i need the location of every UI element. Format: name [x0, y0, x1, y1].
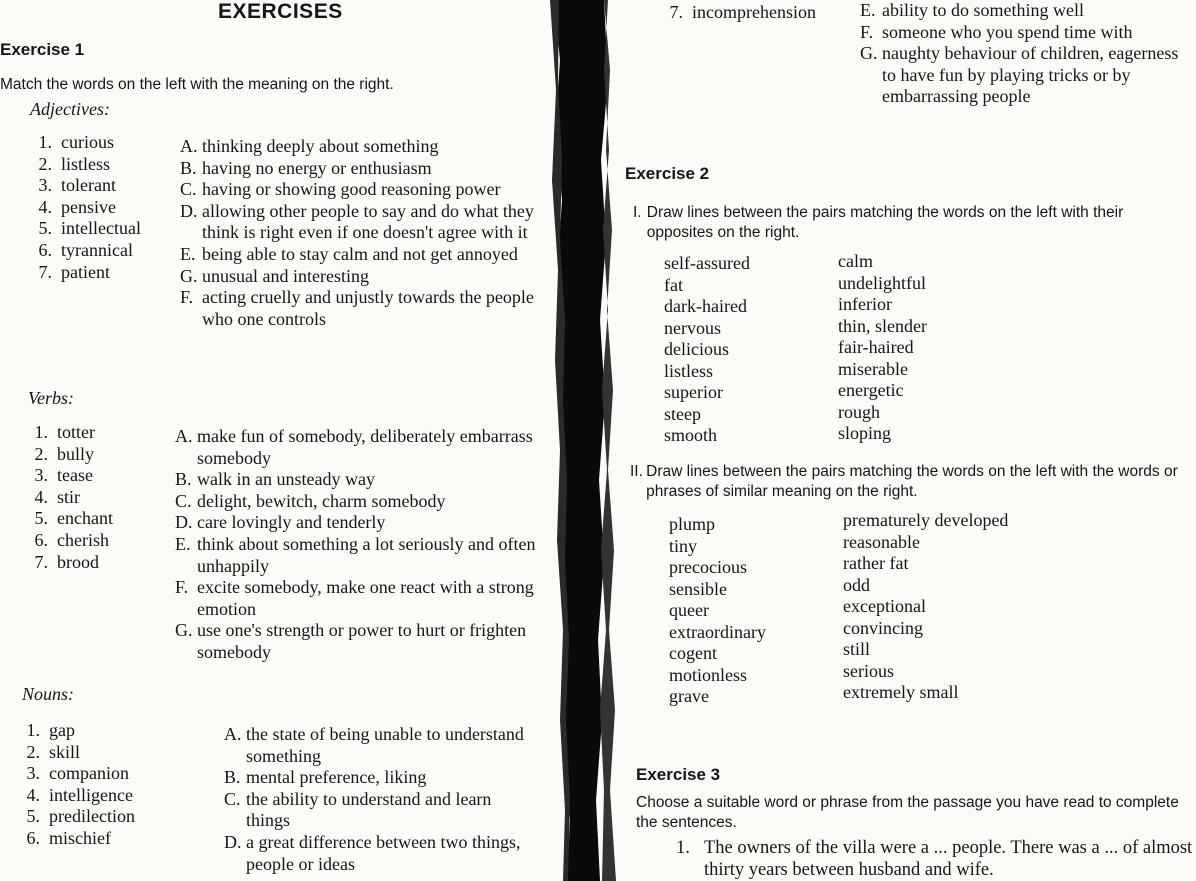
word-list-item	[22, 828, 135, 850]
exercise-2-title: Exercise 2	[625, 164, 710, 183]
item-number: 5.	[38, 218, 52, 239]
word-list-item	[22, 763, 135, 785]
pair-word: tiny	[669, 535, 698, 556]
definition-letter: C.	[224, 788, 241, 809]
word-list-item	[34, 175, 141, 197]
item-number: 2.	[34, 443, 48, 464]
pair-word: serious	[843, 660, 894, 681]
pair-word: plump	[669, 514, 716, 534]
definition-item	[860, 0, 1180, 22]
item-word: companion	[49, 763, 129, 784]
item-word: curious	[61, 132, 114, 152]
definition-text: think about something a lot seriously and often unhappily	[197, 533, 536, 576]
word-list-item	[30, 530, 113, 552]
pair-word: inferior	[838, 294, 892, 314]
definition-letter: A.	[224, 724, 242, 744]
pair-word: prematurely developed	[843, 510, 1009, 530]
verbs-definition-list	[175, 426, 540, 664]
item-number: 3.	[26, 763, 40, 784]
definition-letter: A.	[175, 426, 193, 446]
definition-item	[224, 767, 524, 789]
pair-word: convincing	[843, 617, 923, 638]
definition-item	[180, 244, 540, 266]
exercise-3-sentence-list	[676, 838, 1196, 881]
pair-word: delicious	[664, 339, 729, 359]
definition-letter: 1.	[676, 838, 690, 858]
word-list-item	[22, 720, 135, 742]
definition-letter: E.	[180, 243, 196, 264]
definition-letter: A.	[180, 136, 198, 156]
item-word: patient	[61, 261, 110, 282]
item-word: mischief	[49, 827, 111, 848]
definition-letter: D.	[180, 200, 198, 221]
item-word: stir	[57, 486, 81, 507]
word-list-item	[34, 154, 141, 176]
item-number: 5.	[34, 508, 48, 529]
item-number: 4.	[34, 486, 48, 507]
item-number: 6.	[34, 529, 48, 550]
definition-item	[224, 724, 524, 767]
definition-item	[175, 469, 540, 491]
pair-word: undelightful	[838, 272, 926, 293]
item-word: brood	[57, 551, 99, 572]
item-word: tyrannical	[61, 239, 133, 260]
definition-letter: B.	[175, 469, 192, 490]
adjectives-word-list	[34, 132, 141, 283]
item-word: totter	[57, 422, 95, 442]
item-word: gap	[49, 720, 75, 740]
definition-item	[224, 789, 524, 832]
definition-item	[180, 266, 540, 288]
word-list-item	[30, 487, 113, 509]
adjectives-definition-list	[180, 136, 540, 330]
item-number: 7.	[38, 261, 52, 282]
pair-word: self-assured	[664, 253, 750, 273]
definition-text: someone who you spend time with	[882, 21, 1133, 42]
item-number: 6.	[26, 827, 40, 848]
word-list-item	[22, 742, 135, 764]
definition-item	[175, 577, 540, 620]
pair-word: fat	[664, 274, 683, 295]
pair-word: extremely small	[843, 682, 959, 702]
nouns-continued-word: 7. incomprehension	[669, 2, 816, 22]
definition-item	[180, 201, 540, 244]
item-number: 5.	[26, 806, 40, 827]
definition-text: delight, bewitch, charm somebody	[197, 490, 446, 511]
pair-word: sensible	[669, 578, 727, 599]
definition-text: unusual and interesting	[202, 265, 369, 286]
word-list-item	[34, 132, 141, 154]
definition-letter: C.	[180, 179, 197, 200]
pair-word: motionless	[669, 664, 748, 685]
definition-letter: C.	[175, 490, 192, 511]
item-number: 1.	[26, 720, 40, 740]
definition-text: acting cruelly and unjustly towards the people who one controls	[202, 287, 534, 329]
item-word: pensive	[61, 196, 116, 217]
definition-letter: F.	[180, 287, 194, 308]
exercise-2-part-1-right-list	[838, 251, 927, 445]
pair-word: nervous	[664, 317, 721, 338]
item-number: 3.	[38, 175, 52, 196]
pair-word: listless	[664, 360, 714, 381]
item-number: 2.	[38, 153, 52, 174]
definition-item	[676, 838, 1196, 881]
pair-word: dark-haired	[664, 296, 747, 316]
definition-letter: D.	[175, 512, 193, 533]
page-title: EXERCISES	[218, 0, 343, 23]
word-list-item	[34, 262, 141, 284]
pair-word: reasonable	[843, 531, 920, 552]
definition-text: thinking deeply about something	[202, 136, 439, 156]
exercise-1-instruction: Match the words on the left with the meaning on the right.	[0, 76, 394, 93]
definition-text: mental preference, liking	[246, 767, 427, 788]
exercise-2-part-2-left-list	[669, 514, 766, 708]
item-word: intellectual	[61, 218, 141, 239]
verbs-label: Verbs:	[28, 388, 74, 408]
item-number: 4.	[26, 784, 40, 805]
definition-item	[180, 287, 540, 330]
definition-letter: B.	[180, 157, 197, 178]
pair-word: rough	[838, 401, 880, 422]
word-list-item	[30, 508, 113, 530]
pair-word: smooth	[664, 425, 718, 445]
word-list-item	[30, 444, 113, 466]
definition-text: walk in an unsteady way	[197, 469, 375, 490]
definition-item	[180, 136, 540, 158]
pair-word: still	[843, 639, 871, 659]
item-word: cherish	[57, 529, 109, 550]
exercise-2-part-2-instruction: II. Draw lines between the pairs matching the words on the left with the words or phrases of similar meaning on the right.	[630, 463, 1178, 500]
definition-text: care lovingly and tenderly	[197, 512, 386, 533]
definition-text: use one's strength or power to hurt or frighten somebody	[197, 620, 527, 662]
definition-letter: D.	[224, 831, 242, 852]
definition-letter: G.	[180, 265, 198, 286]
pair-word: steep	[664, 403, 701, 424]
definition-text: allowing other people to say and do what they think is right even if one doesn't agree with it	[202, 200, 534, 243]
exercise-3-title: Exercise 3	[636, 765, 721, 784]
definition-letter: E.	[860, 0, 876, 20]
pair-word: rather fat	[843, 553, 909, 573]
nouns-continued-definition-list	[860, 0, 1180, 108]
item-number: 1.	[38, 132, 52, 152]
pair-word: superior	[664, 382, 723, 402]
item-number: 7.	[34, 551, 48, 572]
pair-word: extraordinary	[669, 621, 766, 642]
definition-text: excite somebody, make one react with a strong emotion	[197, 577, 534, 619]
definition-item	[175, 620, 540, 663]
pair-word: precocious	[669, 557, 747, 577]
definition-letter: B.	[224, 767, 241, 788]
exercise-2-part-1-left-list	[664, 253, 750, 447]
pair-word: energetic	[838, 380, 904, 400]
definition-text: having no energy or enthusiasm	[202, 157, 432, 178]
definition-text: having or showing good reasoning power	[202, 179, 501, 200]
word-list-item	[34, 197, 141, 219]
definition-text: a great difference between two things, people or ideas	[246, 831, 521, 874]
item-number: 3.	[34, 465, 48, 486]
pair-word: grave	[669, 686, 709, 706]
word-list-item	[34, 240, 141, 262]
verbs-word-list	[30, 422, 113, 573]
pair-word: thin, slender	[838, 315, 927, 336]
definition-text: being able to stay calm and not get annoyed	[202, 243, 518, 264]
definition-text: ability to do something well	[882, 0, 1084, 20]
word-list-item	[30, 465, 113, 487]
item-word: enchant	[57, 508, 113, 529]
definition-item	[175, 426, 540, 469]
definition-item	[175, 534, 540, 577]
definition-letter: G.	[860, 43, 878, 64]
word-list-item	[34, 218, 141, 240]
item-word: tease	[57, 465, 93, 486]
item-number: 6.	[38, 239, 52, 260]
definition-text: make fun of somebody, deliberately embarrass somebody	[197, 426, 533, 468]
pair-word: queer	[669, 600, 709, 620]
pair-word: sloping	[838, 423, 892, 443]
definition-item	[224, 832, 524, 875]
definition-item	[180, 179, 540, 201]
pair-word: exceptional	[843, 596, 926, 616]
pair-word: calm	[838, 251, 873, 271]
definition-text: the state of being unable to understand something	[246, 724, 524, 766]
pair-word: fair-haired	[838, 337, 914, 357]
definition-text: naughty behaviour of children, eagerness to have fun by playing tricks or by embarrassing people	[882, 43, 1179, 107]
item-word: skill	[49, 741, 81, 762]
nouns-definition-list	[224, 724, 524, 875]
word-list-item	[30, 422, 113, 444]
definition-letter: F.	[860, 21, 874, 42]
definition-letter: G.	[175, 620, 193, 641]
adjectives-label: Adjectives:	[30, 99, 110, 119]
word-list-item	[22, 785, 135, 807]
page-gutter-shadow	[520, 0, 630, 881]
definition-item	[860, 43, 1180, 108]
definition-item	[175, 512, 540, 534]
nouns-word-list	[22, 720, 135, 850]
pair-word: miserable	[838, 358, 908, 379]
pair-word: odd	[843, 574, 870, 595]
definition-item	[180, 158, 540, 180]
definition-text: the ability to understand and learn things	[246, 788, 492, 831]
item-word: listless	[61, 153, 111, 174]
item-number: 2.	[26, 741, 40, 762]
definition-item	[860, 22, 1180, 44]
item-word: predilection	[49, 806, 135, 827]
item-word: intelligence	[49, 784, 133, 805]
exercise-1-title: Exercise 1	[0, 40, 85, 59]
item-word: bully	[57, 443, 95, 464]
definition-letter: E.	[175, 533, 191, 554]
definition-text: The owners of the villa were a ... people. There was a ... of almost thirty years between husband and wife.	[704, 838, 1193, 880]
item-number: 1.	[34, 422, 48, 442]
definition-item	[175, 491, 540, 513]
exercise-3-instruction: Choose a suitable word or phrase from the passage you have read to complete the sentences.	[636, 794, 1179, 831]
word-list-item	[30, 552, 113, 574]
exercise-2-part-2-right-list	[843, 510, 1008, 704]
exercise-2-part-1-instruction: I. Draw lines between the pairs matching the words on the left with their opposites on the right.	[633, 204, 1124, 241]
definition-letter: F.	[175, 577, 189, 598]
item-word: tolerant	[61, 175, 116, 196]
word-list-item	[22, 806, 135, 828]
pair-word: cogent	[669, 643, 717, 663]
nouns-label: Nouns:	[22, 684, 75, 704]
item-number: 4.	[38, 196, 52, 217]
